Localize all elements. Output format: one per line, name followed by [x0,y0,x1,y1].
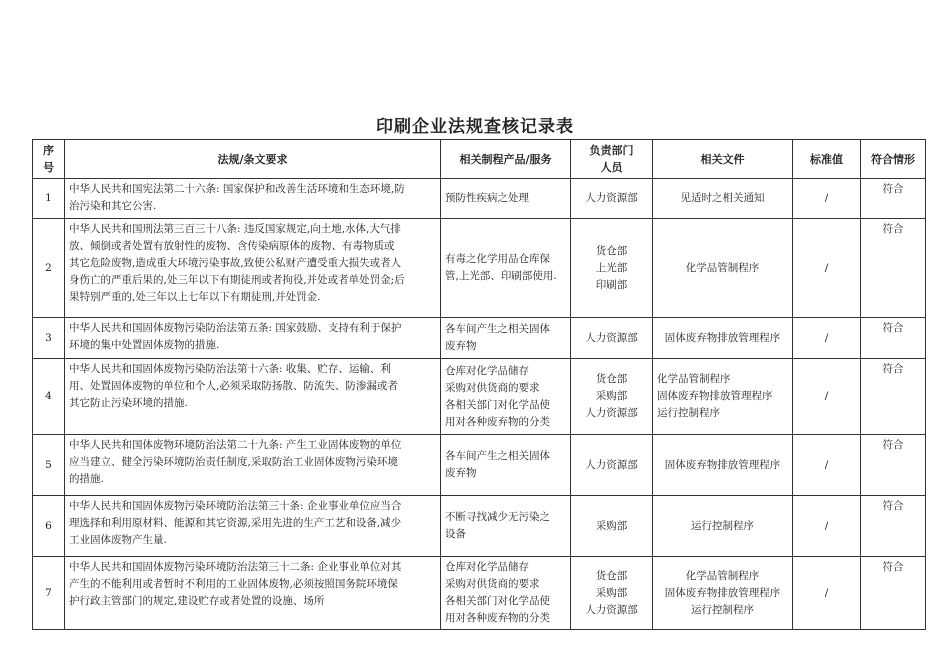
cell-dept [571,435,653,496]
cell-law [65,179,441,219]
cell-dept [571,179,653,219]
dept-line: 货仓部 [595,244,628,257]
regulation-table [32,139,926,630]
cell-docs [653,219,793,318]
cell-law [65,496,441,557]
table-row [33,219,926,318]
cell-status: 符合 [861,557,926,630]
header-status: 符合情形 [861,140,926,179]
cell-docs [653,359,793,435]
table-row [33,179,926,219]
cell-law [65,435,441,496]
law-line: 环境的集中处置固体废物的措施. [69,339,220,351]
cell-docs [653,557,793,630]
docs-line: 运行控制程序 [691,519,754,532]
docs-line: 化学品管制程序 [685,261,760,274]
cell-status: 符合 [861,219,926,318]
cell-docs [653,318,793,359]
cell-standard: / [793,496,861,557]
law-line: 治污染和其它公害. [69,200,157,212]
docs-line: 固体废弃物排放管理程序 [664,331,781,344]
product-line: 有毒之化学用品仓库保 [445,253,550,265]
law-line: 放、倾倒或者处置有放射性的废物、含传染病原体的废物、有毒物质或 [69,240,395,252]
header-index: 序 号 [33,140,65,179]
cell-product [441,179,571,219]
cell-dept [571,219,653,318]
law-line: 用、处置固体废物的单位和个人,必须采取防扬散、防流失、防渗漏或者 [69,380,398,392]
header-product: 相关制程产品/服务 [441,140,571,179]
cell-index: 7 [33,557,65,630]
cell-standard: / [793,219,861,318]
cell-standard: / [793,435,861,496]
cell-status: 符合 [861,496,926,557]
cell-index: 1 [33,179,65,219]
cell-law [65,359,441,435]
docs-line: 固体废弃物排放管理程序 [664,458,781,471]
cell-standard: / [793,359,861,435]
law-line: 其它危险废物,造成重大环境污染事故,致使公私财产遭受重大损失或者人 [69,257,402,269]
dept-line: 人力资源部 [585,331,638,344]
cell-product [441,318,571,359]
law-line: 中华人民共和国固体废物污染环境防治法第三十二条: 企业事业单位对其 [69,561,402,573]
dept-line: 人力资源部 [585,603,638,616]
cell-product [441,435,571,496]
product-line: 设备 [445,528,466,540]
header-docs: 相关文件 [653,140,793,179]
cell-law [65,318,441,359]
law-line: 护行政主管部门的规定,建设贮存或者处置的设施、场所 [69,595,325,607]
product-line: 废弃物 [445,467,477,479]
dept-line: 采购部 [595,519,628,532]
docs-line: 见适时之相关通知 [680,192,765,204]
table-row [33,496,926,557]
product-line: 管,上光部、印刷部使用. [445,270,557,282]
cell-index: 6 [33,496,65,557]
table-row [33,318,926,359]
cell-product [441,496,571,557]
header-dept: 负责部门 人员 [571,140,653,179]
cell-status: 符合 [861,435,926,496]
docs-line: 运行控制程序 [691,603,754,616]
product-line: 仓库对化学品储存 [445,561,529,573]
law-line: 产生的不能利用或者暂时不利用的工业固体废物,必须按照国务院环境保 [69,578,398,590]
product-line: 各相关部门对化学品使 [445,398,550,411]
product-line: 各相关部门对化学品使 [445,595,550,607]
header-law: 法规/条文要求 [65,140,441,179]
product-line: 各车间产生之相关固体 [445,450,550,462]
law-line: 中华人民共和国固体废物污染环境防治法第三十条: 企业事业单位应当合 [69,500,402,512]
cell-dept [571,496,653,557]
cell-status: 符合 [861,318,926,359]
dept-line: 印刷部 [595,278,628,291]
cell-standard: / [793,557,861,630]
cell-dept [571,318,653,359]
product-line: 废弃物 [445,340,477,352]
cell-product [441,557,571,630]
table-header-row [33,140,926,179]
law-line: 理选择和利用原材料、能源和其它资源,采用先进的生产工艺和设备,减少 [69,517,402,529]
docs-line: 固体废弃物排放管理程序 [664,586,781,599]
page-title: 印刷企业法规查核记录表 [376,117,574,137]
dept-line: 货仓部 [595,373,628,385]
dept-line: 采购部 [595,390,628,402]
cell-index: 4 [33,359,65,435]
table-row [33,435,926,496]
law-line: 身伤亡的严重后果的,处三年以下有期徒刑或者拘役,并处或者单处罚金;后 [69,274,405,286]
cell-dept [571,359,653,435]
cell-index: 3 [33,318,65,359]
dept-line: 人力资源部 [585,192,638,204]
cell-law [65,219,441,318]
cell-index: 5 [33,435,65,496]
law-line: 其它防止污染环境的措施. [69,397,188,409]
dept-line: 人力资源部 [585,458,638,471]
cell-status: 符合 [861,359,926,435]
product-line: 预防性疾病之处理 [445,192,529,204]
law-line: 应当建立、健全污染环境防治责任制度,采取防治工业固体废物污染环境 [69,456,398,468]
law-line: 中华人民共和国体废物环境防治法第二十九条: 产生工业固体废物的单位 [69,439,402,451]
product-line: 用对各种废弃物的分类 [445,415,550,428]
cell-index: 2 [33,219,65,318]
dept-line: 上光部 [595,261,628,274]
law-line: 工业固体废物产生量. [69,534,167,546]
docs-line: 固体废弃物排放管理程序 [657,390,773,402]
cell-docs [653,179,793,219]
cell-docs [653,496,793,557]
law-line: 果特别严重的,处三年以上七年以下有期徒刑,并处罚金. [69,291,321,303]
cell-standard: / [793,318,861,359]
product-line: 仓库对化学品储存 [445,364,529,377]
table-row [33,557,926,630]
header-standard: 标准值 [793,140,861,179]
law-line: 的措施. [69,473,104,485]
law-line: 中华人民共和国宪法第二十六条: 国家保护和改善生活环境和生态环境,防 [69,183,405,195]
dept-line: 采购部 [595,586,628,599]
docs-line: 运行控制程序 [657,407,720,419]
dept-line: 货仓部 [595,569,628,582]
cell-standard: / [793,179,861,219]
table-row [33,359,926,435]
law-line: 中华人民共和国固体废物污染防治法第十六条: 收集、贮存、运输、利 [69,363,391,375]
cell-status: 符合 [861,179,926,219]
product-line: 用对各种废弃物的分类 [445,612,550,624]
law-line: 中华人民共和国刑法第三百三十八条: 违反国家规定,向土地,水体,大气排 [69,223,401,235]
docs-line: 化学品管制程序 [685,569,760,582]
cell-dept [571,557,653,630]
cell-product [441,219,571,318]
cell-law [65,557,441,630]
product-line: 采购对供货商的要求 [445,381,540,394]
dept-line: 人力资源部 [585,407,638,419]
product-line: 各车间产生之相关固体 [445,323,550,335]
product-line: 不断寻找减少无污染之 [445,511,550,523]
cell-product [441,359,571,435]
product-line: 采购对供货商的要求 [445,578,540,590]
law-line: 中华人民共和国固体废物污染防治法第五条: 国家鼓励、支持有利于保护 [69,322,402,334]
docs-line: 化学品管制程序 [657,373,731,385]
cell-docs [653,435,793,496]
